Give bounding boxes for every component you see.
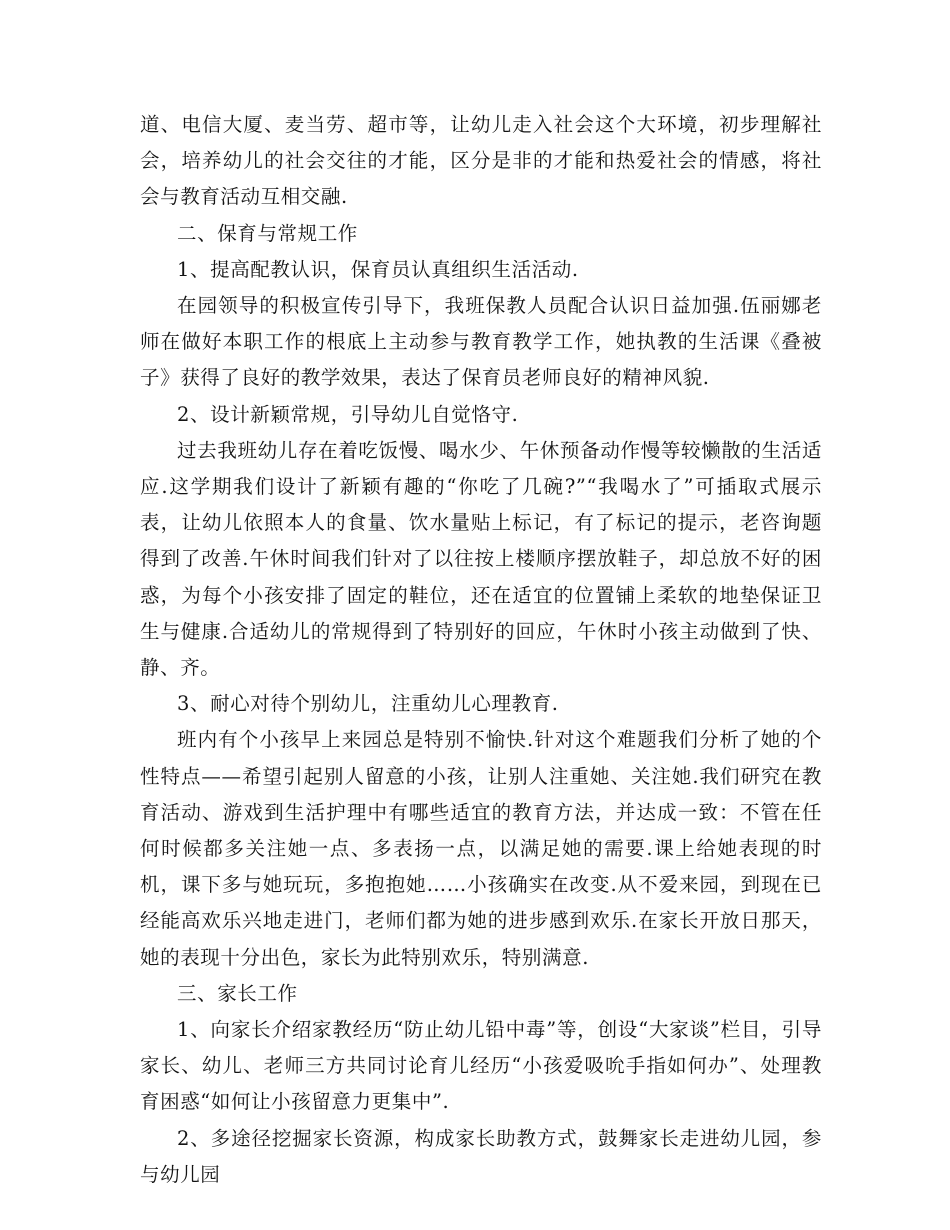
paragraph-individual-care: 班内有个小孩早上来园总是特别不愉快.针对这个难题我们分析了她的个性特点——希望引起别人留意的小孩，让别人注重她、关注她.我们研究在教育活动、游戏到生活护理中有哪些适宜的教育方法，并达成一致：不管在任何时候都多关注她一点、多表扬一点，以满足她的需要.课上给她表现的时机，课下多与她玩玩，多抱抱她……小孩确实在改变.从不爱来园，到现在已经能高欢乐兴地走进门，老师们都为她的进步感到欢乐.在家长开放日那天，她的表现十分出色，家长为此特别欢乐，特别满意. [140,728,822,969]
subheading-individual-care: 3、耐心对待个别幼儿，注重幼儿心理教育. [177,692,559,716]
paragraph-parent-resources: 2、多途径挖掘家长资源，构成家长助教方式，鼓舞家长走进幼儿园，参与幼儿园 [140,1126,822,1186]
section-heading-parent-work: 三、家长工作 [177,981,298,1005]
section-heading-care-routine: 二、保育与常规工作 [177,221,358,245]
paragraph-new-routines: 过去我班幼儿存在着吃饭慢、喝水少、午休预备动作慢等较懒散的生活适应.这学期我们设计了新颖有趣的“你吃了几碗?”“我喝水了”可插取式展示表，让幼儿依照本人的食量、饮水量贴上标记，有了标记的提示，老咨询题得到了改善.午休时间我们针对了以往按上楼顺序摆放鞋子，却总放不好的困惑，为每个小孩安排了固定的鞋位，还在适宜的位置铺上柔软的地垫保证卫生与健康.合适幼儿的常规得到了特别好的回应，午休时小孩主动做到了快、静、齐。 [140,438,822,680]
subheading-new-routines: 2、设计新颖常规，引导幼儿自觉恪守. [177,402,519,426]
subheading-care-awareness: 1、提高配教认识，保育员认真组织生活活动. [177,257,579,281]
paragraph-social-activities: 道、电信大厦、麦当劳、超市等，让幼儿走入社会这个大环境，初步理解社会，培养幼儿的社会交往的才能，区分是非的才能和热爱社会的情感，将社会与教育活动互相交融. [140,113,822,209]
paragraph-parent-experience: 1、向家长介绍家教经历“防止幼儿铅中毒”等，创设“大家谈”栏目，引导家长、幼儿、老师三方共同讨论育儿经历“小孩爱吸吮手指如何办”、处理教育困惑“如何让小孩留意力更集中”. [140,1018,822,1114]
paragraph-care-awareness: 在园领导的积极宣传引导下，我班保教人员配合认识日益加强.伍丽娜老师在做好本职工作的根底上主动参与教育教学工作，她执教的生活课《叠被子》获得了良好的教学效果，表达了保育员老师良好的精神风貌. [140,294,822,390]
document-body [140,107,822,1193]
